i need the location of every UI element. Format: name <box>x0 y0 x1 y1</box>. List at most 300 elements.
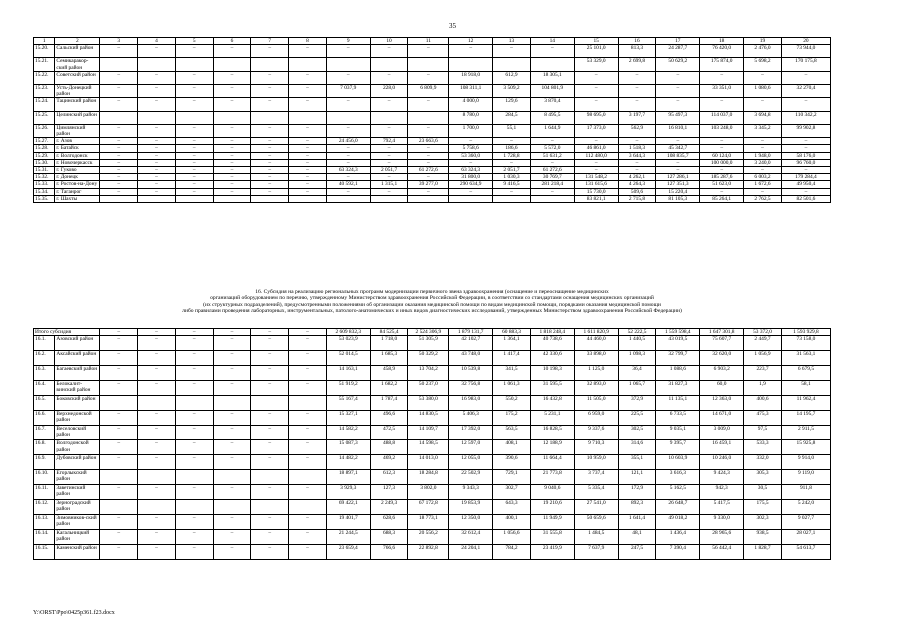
row-number-cell: 15.29. <box>34 152 55 159</box>
file-path-footer: Y:\ORST\Ppo\0425p361.f23.docx <box>33 610 115 616</box>
value-cell: – <box>138 138 176 145</box>
value-cell: – <box>138 514 176 529</box>
value-cell: – <box>213 188 251 195</box>
value-cell: 2 476,0 <box>744 45 782 58</box>
value-cell: 2 051,7 <box>493 166 531 173</box>
district-name-cell: Цимлянский район <box>55 124 100 137</box>
value-cell <box>251 111 289 124</box>
value-cell <box>175 58 213 71</box>
value-cell: – <box>138 181 176 188</box>
value-cell: – <box>100 45 138 58</box>
value-cell: – <box>100 529 138 544</box>
value-cell: – <box>700 71 744 84</box>
value-cell: 12 188,9 <box>530 440 574 455</box>
value-cell: – <box>213 365 251 380</box>
value-cell: 2 715,8 <box>618 195 656 202</box>
district-name-cell: Аксайский район <box>55 351 100 366</box>
value-cell: 114 037,0 <box>700 111 744 124</box>
value-cell: – <box>175 166 213 173</box>
row-number-cell: 15.20. <box>34 45 55 58</box>
value-cell: – <box>574 84 618 97</box>
value-cell: – <box>289 440 327 455</box>
table-row <box>34 71 831 84</box>
value-cell: 45 342,7 <box>656 145 700 152</box>
value-cell: – <box>449 159 493 166</box>
value-cell <box>213 500 251 515</box>
value-cell: – <box>326 174 370 181</box>
value-cell <box>370 58 408 71</box>
value-cell: 24 456,0 <box>326 138 370 145</box>
value-cell: 784,2 <box>493 544 531 559</box>
value-cell: – <box>289 124 327 137</box>
district-name-cell: г. Ростов-на-Дону <box>55 181 100 188</box>
value-cell: – <box>618 159 656 166</box>
value-cell: 9 914,0 <box>781 455 830 470</box>
value-cell: 55 167,4 <box>326 395 370 410</box>
row-number-cell: 15.34. <box>34 188 55 195</box>
value-cell: 14 482,2 <box>326 455 370 470</box>
value-cell: 44 460,0 <box>574 336 618 351</box>
value-cell: – <box>175 159 213 166</box>
value-cell: – <box>744 166 782 173</box>
value-cell: 5 335,4 <box>574 485 618 500</box>
value-cell: 4 000,0 <box>449 98 493 111</box>
value-cell: 1 644,9 <box>530 124 574 137</box>
value-cell: – <box>175 188 213 195</box>
value-cell: 688,3 <box>370 529 408 544</box>
value-cell: 28 027,1 <box>781 529 830 544</box>
column-number: 11 <box>408 38 449 45</box>
value-cell: – <box>408 124 449 137</box>
value-cell: 1 728,8 <box>493 152 531 159</box>
district-name-cell: г. Шахты <box>55 195 100 202</box>
value-cell: 9 395,7 <box>656 440 700 455</box>
value-cell: 3 197,7 <box>618 111 656 124</box>
value-cell <box>530 58 574 71</box>
value-cell: – <box>213 410 251 425</box>
value-cell: 76 420,0 <box>700 45 744 58</box>
value-cell: 127 351,3 <box>656 181 700 188</box>
row-number-cell: 15.32. <box>34 174 55 181</box>
value-cell: 6 903,2 <box>700 365 744 380</box>
value-cell: 19 401,7 <box>326 514 370 529</box>
value-cell: – <box>530 45 574 58</box>
value-cell: – <box>326 45 370 58</box>
value-cell: 3 802,0 <box>408 485 449 500</box>
value-cell: 1 672,6 <box>744 181 782 188</box>
value-cell: 85 264,1 <box>700 195 744 202</box>
value-cell: – <box>251 145 289 152</box>
value-cell: 12 597,0 <box>449 440 493 455</box>
value-cell: – <box>138 188 176 195</box>
total-value-cell: – <box>213 329 251 336</box>
value-cell: – <box>138 365 176 380</box>
value-cell: 48,1 <box>618 529 656 544</box>
value-cell: 612,9 <box>493 71 531 84</box>
value-cell <box>370 111 408 124</box>
value-cell: – <box>781 71 830 84</box>
total-value-cell: – <box>138 329 176 336</box>
value-cell: – <box>138 351 176 366</box>
row-number-cell: 16.8. <box>34 440 55 455</box>
value-cell: 8 780,0 <box>449 111 493 124</box>
value-cell: 33 898,0 <box>574 351 618 366</box>
value-cell: – <box>289 71 327 84</box>
value-cell: 488,8 <box>370 440 408 455</box>
value-cell: 6 959,0 <box>574 410 618 425</box>
value-cell: 9 416,5 <box>493 181 531 188</box>
value-cell <box>289 470 327 485</box>
value-cell: 1 080,6 <box>744 84 782 97</box>
value-cell <box>251 395 289 410</box>
value-cell: 170 175,8 <box>781 58 830 71</box>
table-row <box>34 195 831 202</box>
value-cell: 179 284,4 <box>781 174 830 181</box>
value-cell: 9 343,3 <box>449 485 493 500</box>
value-cell: 186,6 <box>493 145 531 152</box>
value-cell: 51 305,9 <box>408 336 449 351</box>
value-cell: – <box>100 188 138 195</box>
value-cell: 2 051,7 <box>370 166 408 173</box>
value-cell: 9 119,0 <box>781 470 830 485</box>
value-cell: – <box>574 138 618 145</box>
value-cell: 533,3 <box>744 440 782 455</box>
column-number-header <box>34 38 831 45</box>
value-cell: – <box>251 181 289 188</box>
value-cell: 9 330,0 <box>700 514 744 529</box>
value-cell: 612,3 <box>370 470 408 485</box>
total-label: Итого субсидия <box>34 329 100 336</box>
value-cell: 16 459,1 <box>700 440 744 455</box>
value-cell: – <box>100 166 138 173</box>
section-title-line: (их структурных подразделений), предусмотренными положениями об организации оказания медицинской помощи по видам медицинской помощи, порядками оказания медицинской помощи <box>203 301 661 308</box>
value-cell: – <box>326 124 370 137</box>
value-cell: 225,5 <box>618 410 656 425</box>
value-cell: – <box>656 159 700 166</box>
value-cell: 563,5 <box>493 425 531 440</box>
value-cell: 50 659,6 <box>574 514 618 529</box>
value-cell: 61 272,6 <box>408 166 449 173</box>
value-cell: – <box>251 45 289 58</box>
value-cell: 58,1 <box>781 380 830 395</box>
value-cell: 32 799,7 <box>656 351 700 366</box>
value-cell: – <box>213 485 251 500</box>
value-cell: – <box>100 181 138 188</box>
value-cell: – <box>370 124 408 137</box>
value-cell: 14 013,0 <box>408 455 449 470</box>
value-cell: 97,5 <box>744 425 782 440</box>
value-cell: 5 242,0 <box>781 500 830 515</box>
value-cell: 1 088,6 <box>656 365 700 380</box>
value-cell: 7 637,9 <box>574 544 618 559</box>
value-cell: – <box>251 336 289 351</box>
value-cell: – <box>175 410 213 425</box>
column-number: 19 <box>744 38 782 45</box>
value-cell: 53 329,0 <box>574 58 618 71</box>
value-cell: – <box>138 380 176 395</box>
table-row <box>34 188 831 195</box>
district-name-cell: Сальский район <box>55 45 100 58</box>
value-cell: 53 360,0 <box>449 152 493 159</box>
value-cell: 13 704,2 <box>408 365 449 380</box>
table-row <box>34 152 831 159</box>
value-cell: – <box>493 138 531 145</box>
value-cell: 18 305,1 <box>530 71 574 84</box>
value-cell: – <box>100 152 138 159</box>
value-cell: 32 893,0 <box>574 380 618 395</box>
value-cell: – <box>138 166 176 173</box>
value-cell: – <box>289 544 327 559</box>
value-cell: 5 406,3 <box>449 410 493 425</box>
value-cell: 31 827,3 <box>656 380 700 395</box>
total-value-cell: 1 593 929,8 <box>781 329 830 336</box>
value-cell: 53 380,0 <box>408 395 449 410</box>
section-title-line: 16. Субсидия на реализацию региональных программ модернизации первичного звена здравоохранения (оснащение и переоснащение медицинских <box>255 289 609 295</box>
table-row <box>34 485 831 500</box>
subsidy-table-section-16 <box>33 328 831 560</box>
row-number-cell: 15.28. <box>34 145 55 152</box>
value-cell: 112 480,0 <box>574 152 618 159</box>
value-cell: 3 737,4 <box>574 470 618 485</box>
value-cell: 5 162,5 <box>656 485 700 500</box>
value-cell: 281 218,4 <box>530 181 574 188</box>
value-cell: – <box>213 380 251 395</box>
value-cell: – <box>213 145 251 152</box>
value-cell: 46 861,0 <box>574 145 618 152</box>
row-number-cell: 15.22. <box>34 71 55 84</box>
column-number: 12 <box>449 38 493 45</box>
value-cell: – <box>744 98 782 111</box>
district-name-cell: Советский район <box>55 71 100 84</box>
value-cell: 3 870,4 <box>530 98 574 111</box>
row-number-cell: 16.7. <box>34 425 55 440</box>
value-cell: – <box>251 380 289 395</box>
value-cell: 10 539,8 <box>449 365 493 380</box>
subsidy-table-top <box>33 37 831 203</box>
value-cell: – <box>213 124 251 137</box>
total-value-cell: 1 647 301,8 <box>700 329 744 336</box>
total-value-cell: 2 524 306,9 <box>408 329 449 336</box>
value-cell: – <box>289 166 327 173</box>
value-cell: – <box>656 98 700 111</box>
value-cell: 18 918,0 <box>449 71 493 84</box>
value-cell: – <box>251 166 289 173</box>
value-cell: – <box>251 514 289 529</box>
value-cell: 16 828,5 <box>530 425 574 440</box>
value-cell <box>175 195 213 202</box>
value-cell: – <box>574 98 618 111</box>
value-cell: – <box>213 98 251 111</box>
value-cell: 12 350,0 <box>449 514 493 529</box>
value-cell: 1 787,4 <box>370 395 408 410</box>
value-cell <box>251 470 289 485</box>
value-cell: 49 950,4 <box>781 181 830 188</box>
value-cell: 22 892,8 <box>408 544 449 559</box>
value-cell: – <box>251 174 289 181</box>
row-number-cell: 16.11. <box>34 485 55 500</box>
value-cell: 28 965,6 <box>700 529 744 544</box>
value-cell: – <box>138 336 176 351</box>
section-title-line: либо правилами проведения лабораторных, инструментальных, патолого-анатомических и иных видов диагностических исследований, утвержденных Министерством здравоохранения Российской Федерации) <box>182 308 682 315</box>
value-cell: 18 897,1 <box>326 470 370 485</box>
value-cell <box>100 111 138 124</box>
value-cell: 458,9 <box>370 365 408 380</box>
value-cell: 14 830,5 <box>408 410 449 425</box>
row-number-cell: 15.25. <box>34 111 55 124</box>
value-cell: – <box>213 166 251 173</box>
value-cell: – <box>449 188 493 195</box>
value-cell: – <box>781 98 830 111</box>
value-cell: 175,2 <box>493 410 531 425</box>
column-number: 16 <box>618 38 656 45</box>
value-cell <box>289 500 327 515</box>
value-cell: – <box>213 351 251 366</box>
value-cell <box>138 395 176 410</box>
value-cell: – <box>493 188 531 195</box>
value-cell: – <box>618 166 656 173</box>
value-cell: – <box>100 174 138 181</box>
value-cell: 32 612,4 <box>449 529 493 544</box>
value-cell <box>289 111 327 124</box>
value-cell: 2 449,7 <box>744 336 782 351</box>
value-cell: 1 030,3 <box>493 174 531 181</box>
value-cell: – <box>138 544 176 559</box>
total-value-cell: – <box>289 329 327 336</box>
value-cell: 3 009,0 <box>700 425 744 440</box>
value-cell: – <box>574 166 618 173</box>
value-cell: 11 664,4 <box>530 455 574 470</box>
value-cell: – <box>138 529 176 544</box>
value-cell: 2 762,5 <box>744 195 782 202</box>
value-cell: – <box>289 181 327 188</box>
value-cell <box>370 195 408 202</box>
value-cell: 185 287,6 <box>700 174 744 181</box>
value-cell: – <box>493 159 531 166</box>
value-cell: 67 172,8 <box>408 500 449 515</box>
value-cell: 55,1 <box>493 124 531 137</box>
value-cell: 10 246,0 <box>700 455 744 470</box>
value-cell: – <box>100 84 138 97</box>
value-cell: – <box>326 152 370 159</box>
value-cell: – <box>408 71 449 84</box>
column-number: 3 <box>100 38 138 45</box>
value-cell: 469,2 <box>370 455 408 470</box>
value-cell <box>213 395 251 410</box>
district-name-cell: Зерноградский район <box>55 500 100 515</box>
district-name-cell: г. Донецк <box>55 174 100 181</box>
value-cell: 24 204,1 <box>449 544 493 559</box>
value-cell <box>408 111 449 124</box>
value-cell: – <box>251 152 289 159</box>
value-cell: – <box>289 138 327 145</box>
table-row <box>34 470 831 485</box>
district-name-cell: Дубовский район <box>55 455 100 470</box>
table-row <box>34 351 831 366</box>
value-cell: 12 055,0 <box>449 455 493 470</box>
value-cell: 729,1 <box>493 470 531 485</box>
value-cell: 400,1 <box>493 514 531 529</box>
total-value-cell: – <box>100 329 138 336</box>
column-number: 20 <box>781 38 830 45</box>
value-cell: – <box>289 45 327 58</box>
table-row <box>34 84 831 97</box>
value-cell: 31 555,8 <box>530 529 574 544</box>
row-number-cell: 16.2. <box>34 351 55 366</box>
value-cell: 7 390,4 <box>656 544 700 559</box>
value-cell: 96 760,0 <box>781 159 830 166</box>
value-cell: 10 603,9 <box>656 455 700 470</box>
row-number-cell: 16.15. <box>34 544 55 559</box>
value-cell: 305,3 <box>744 470 782 485</box>
value-cell: – <box>100 485 138 500</box>
value-cell: 1 518,3 <box>618 145 656 152</box>
column-number: 1 <box>34 38 55 45</box>
value-cell: – <box>100 514 138 529</box>
district-name-cell: Семикаракор-ский район <box>55 58 100 71</box>
value-cell: 6 733,5 <box>656 410 700 425</box>
value-cell: 27 541,0 <box>574 500 618 515</box>
value-cell: – <box>213 174 251 181</box>
value-cell: 32 756,8 <box>449 380 493 395</box>
value-cell: – <box>138 98 176 111</box>
value-cell: – <box>175 440 213 455</box>
value-cell: – <box>700 98 744 111</box>
district-name-cell: г. Гуково <box>55 166 100 173</box>
value-cell: – <box>700 188 744 195</box>
value-cell: – <box>175 45 213 58</box>
value-cell: 247,5 <box>618 544 656 559</box>
value-cell: 1 828,7 <box>744 544 782 559</box>
value-cell: 314,6 <box>618 440 656 455</box>
value-cell: 23 419,9 <box>530 544 574 559</box>
value-cell: 18 284,8 <box>408 470 449 485</box>
value-cell: – <box>100 380 138 395</box>
value-cell: – <box>370 71 408 84</box>
district-name-cell: Багаевский район <box>55 365 100 380</box>
value-cell: – <box>289 365 327 380</box>
value-cell: 19 210,6 <box>530 500 574 515</box>
value-cell: 3 345,2 <box>744 124 782 137</box>
row-number-cell: 16.6. <box>34 410 55 425</box>
table-row <box>34 45 831 58</box>
value-cell <box>251 500 289 515</box>
value-cell: 5 417,5 <box>700 500 744 515</box>
value-cell: 1 700,0 <box>449 124 493 137</box>
district-name-cell: Егорлыкский район <box>55 470 100 485</box>
value-cell: – <box>251 124 289 137</box>
value-cell: – <box>370 174 408 181</box>
value-cell: 892,3 <box>618 500 656 515</box>
value-cell: 31 563,1 <box>781 351 830 366</box>
value-cell: 26 648,7 <box>656 500 700 515</box>
table-row <box>34 138 831 145</box>
table-row <box>34 529 831 544</box>
value-cell: 2 249,3 <box>370 500 408 515</box>
value-cell: – <box>175 84 213 97</box>
value-cell: – <box>251 138 289 145</box>
column-number: 2 <box>55 38 100 45</box>
value-cell: 95 497,3 <box>656 111 700 124</box>
value-cell: – <box>100 410 138 425</box>
value-cell: – <box>289 380 327 395</box>
value-cell: – <box>618 71 656 84</box>
value-cell: – <box>656 84 700 97</box>
value-cell: 16 432,8 <box>530 395 574 410</box>
value-cell: 127,3 <box>370 485 408 500</box>
value-cell: 1 315,1 <box>370 181 408 188</box>
table-row <box>34 380 831 395</box>
value-cell: 63 324,3 <box>449 166 493 173</box>
